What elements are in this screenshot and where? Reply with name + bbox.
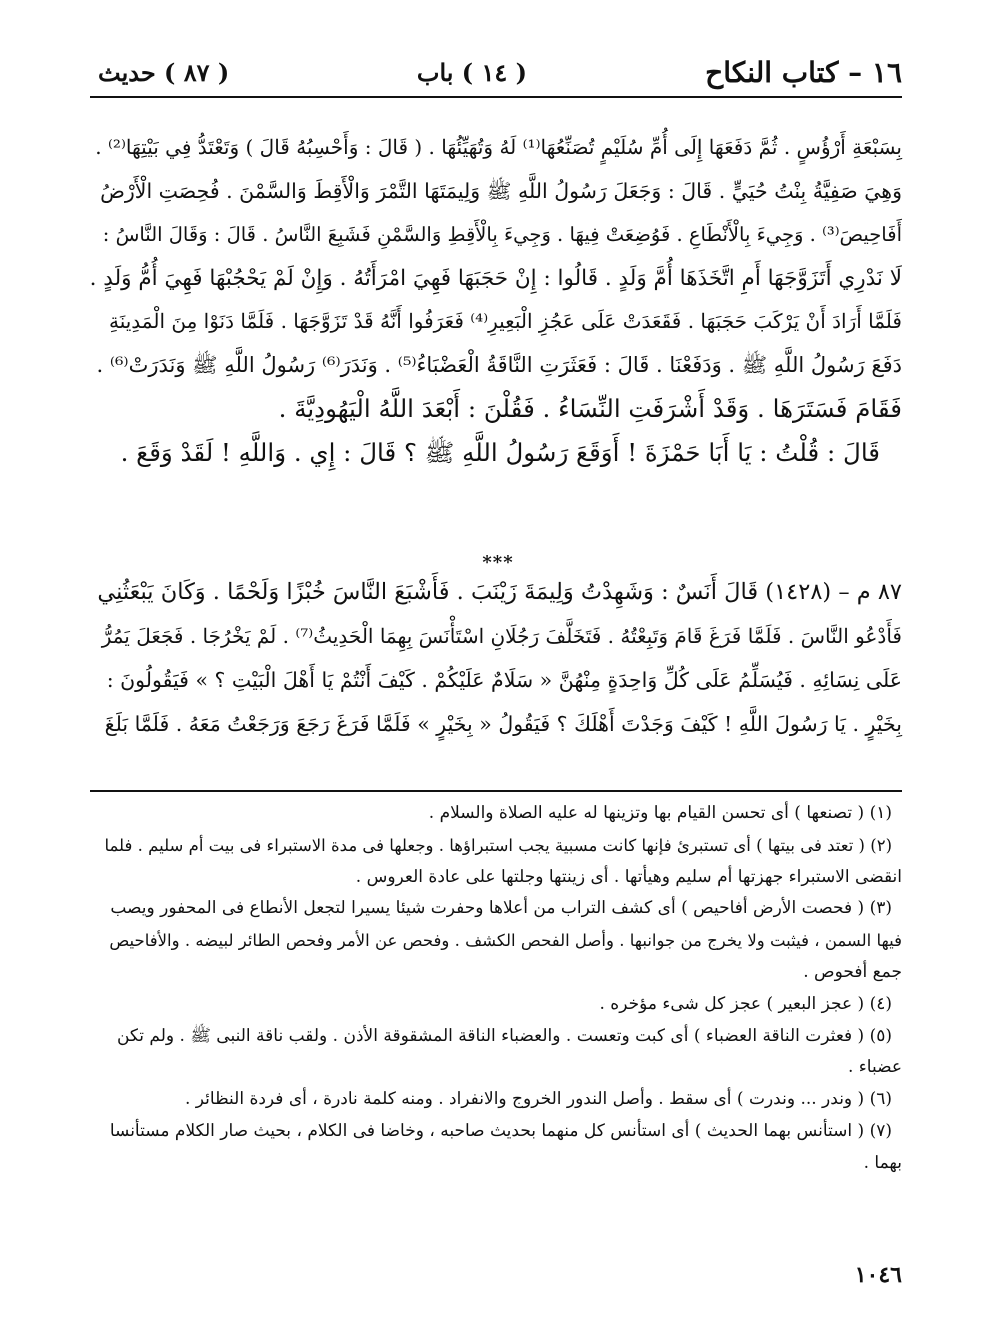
footnote-line: (٤) ( عجز البعير ) عجز كل شىء مؤخره . — [599, 993, 892, 1014]
footnote-line: (١) ( تصنعها ) أى تحسن القيام بها وتزينها له عليه الصلاة والسلام . — [428, 803, 892, 823]
footnotes — [90, 798, 902, 1180]
footnote-line: (٣) ( فحصت الأرض أفاحيص ) أى كشف التراب من أعلاها وحفرت شيئا يسيرا لتجعل الأنطاع فى المحفور ويصب — [110, 898, 892, 919]
text-line: بِسَبْعَةِ أَرْؤُسٍ . ثُمَّ دَفَعَهَا إِلَى أُمِّ سُلَيْمٍ تُصَنِّعُهَا⁽¹⁾ لَهُ وَتُهَيِّئُهَا . ( قَالَ : وَأَحْسِبُهُ قَالَ ) وَتَعْتَدُّ فِي بَيْتِهَا⁽²⁾ . — [95, 135, 902, 159]
footnote-line: (٢) ( تعتد فى بيتها ) أى تستبرئ فإنها كانت مسبية يجب استبراؤها . وجعلها فى مدة الاستبراء فى بيت أم سليم . فلما — [104, 835, 892, 855]
page-number: ١٠٤٦ — [854, 1262, 902, 1288]
footnote-line: بهما . — [863, 1152, 902, 1173]
footnote-line: انقضى الاستبراء جهزتها أم سليم وهيأتها . أى زينتها وجلتها على عادة العروس . — [355, 866, 902, 887]
footnote-line: (٥) ( فعثرت الناقة العضباء ) أى كبت وتعست . والعضباء الناقة المشقوقة الأذن . ولقب ناقة النبى ﷺ . ولم تكن — [116, 1025, 892, 1046]
text-line: فَأَدْعُو النَّاسَ . فَلَمَّا فَرَغَ قَامَ وَتَبِعْتُهُ . فَتَخَلَّفَ رَجُلَانِ اسْتَأْنَسَ بِهِمَا الْحَدِيثُ⁽⁷⁾ . لَمْ يَخْرُجَا . فَجَعَلَ يَمُرُّ — [101, 624, 902, 648]
book-title: ١٦ – كتاب النكاح — [705, 56, 902, 89]
text-line: قَالَ : قُلْتُ : يَا أَبَا حَمْزَةَ ! أَوَقَعَ رَسُولُ اللَّهِ ﷺ ؟ قَالَ : إِي . وَاللَّهِ ! لَقَدْ وَقَعَ . — [120, 437, 880, 467]
text-line: وَهِيَ صَفِيَّةُ بِنْتُ حُيَيٍّ . قَالَ : وَجَعَلَ رَسُولُ اللَّهِ ﷺ وَلِيمَتَهَا التَّمْرَ وَالْأَقِطَ وَالسَّمْنَ . فُحِصَتِ الْأَرْضُ — [100, 178, 902, 203]
text-line: فَقَامَ فَسَتَرَهَا . وَقَدْ أَشْرَفَتِ النِّسَاءُ . فَقُلْنَ : أَبْعَدَ اللَّهُ الْيَهُودِيَّةَ . — [278, 394, 902, 423]
text-line: دَفَعَ رَسُولُ اللَّهِ ﷺ . وَدَفَعْنَا . قَالَ : فَعَثَرَتِ النَّاقَةُ الْعَضْبَاءُ⁽⁵⁾ . وَنَدَرَ⁽⁶⁾ رَسُولُ اللَّهِ ﷺ وَنَدَرَتْ⁽⁶⁾ . — [96, 352, 902, 377]
text-line: أَفَاحِيصَ⁽³⁾ . وَجِيءَ بِالْأَنْطَاعِ . فَوُضِعَتْ فِيهَا . وَجِيءَ بِالْأَقِطِ وَالسَّمْنِ فَشَبِعَ النَّاسُ . قَالَ : وَقَالَ النَّاسُ : — [102, 223, 902, 246]
text-line: عَلَى نِسَائِهِ . فَيُسَلِّمُ عَلَى كُلِّ وَاحِدَةٍ مِنْهُنَّ « سَلَامٌ عَلَيْكُمْ . كَيْفَ أَنْتُمْ يَا أَهْلَ الْبَيْتِ ؟ » فَيَقُولُونَ : — [106, 668, 902, 692]
running-header — [90, 50, 902, 98]
hadith-text — [90, 570, 902, 746]
hadith-number: ( ٨٧ ) حديث — [98, 58, 230, 87]
main-text — [90, 126, 902, 474]
text-line: بِخَيْرٍ . يَا رَسُولَ اللَّهِ ! كَيْفَ وَجَدْتَ أَهْلَكَ ؟ فَيَقُولُ « بِخَيْرٍ » فَلَمَّا فَرَغَ رَجَعَ وَرَجَعْتُ مَعَهُ . فَلَمَّا بَلَغَ — [104, 712, 902, 736]
text-line: ٨٧ م – (١٤٢٨) قَالَ أَنَسٌ : وَشَهِدْتُ وَلِيمَةَ زَيْنَبَ . فَأَشْبَعَ النَّاسَ خُبْزًا وَلَحْمًا . وَكَانَ يَبْعَثُنِي — [97, 579, 902, 605]
text-line: فَلَمَّا أَرَادَ أَنْ يَرْكَبَ حَجَبَهَا . فَقَعَدَتْ عَلَى عَجُزِ الْبَعِيرِ⁽⁴⁾ فَعَرَفُوا أَنَّهُ قَدْ تَزَوَّجَهَا . فَلَمَّا دَنَوْا مِنَ الْمَدِينَةِ — [108, 309, 902, 333]
chapter-number: ( ١٤ ) باب — [416, 58, 527, 87]
footnote-line: (٧) ( استأنس بهما الحديث ) أى استأنس كل منهما بحديث صاحبه ، وخاضا فى الكلام ، بحيث صار الكلام مستأنسا — [109, 1120, 892, 1141]
section-separator: *** — [482, 552, 514, 573]
footnote-line: (٦) ( وندر ... وندرت ) أى سقط . وأصل الندور الخروج والانفراد . ومنه كلمة نادرة ، أى فردة النظائر . — [184, 1089, 892, 1110]
text-line: لَا نَدْرِي أَتَزَوَّجَهَا أَمِ اتَّخَذَهَا أُمَّ وَلَدٍ . قَالُوا : إِنْ حَجَبَهَا فَهِيَ امْرَأَتُهُ . وَإِنْ لَمْ يَحْجُبْهَا فَهِيَ أُمُّ وَلَدٍ . — [89, 265, 902, 291]
footnote-divider — [90, 790, 902, 792]
footnote-line: فيها السمن ، فيثبت ولا يخرج من جوانبها . وأصل الفحص الكشف . وفحص عن الأمر وفحص الطائر لبيضه . والأفاحيص — [109, 931, 902, 951]
footnote-line: جمع أفحوص . — [803, 961, 902, 982]
footnote-line: عضباء . — [848, 1057, 902, 1078]
